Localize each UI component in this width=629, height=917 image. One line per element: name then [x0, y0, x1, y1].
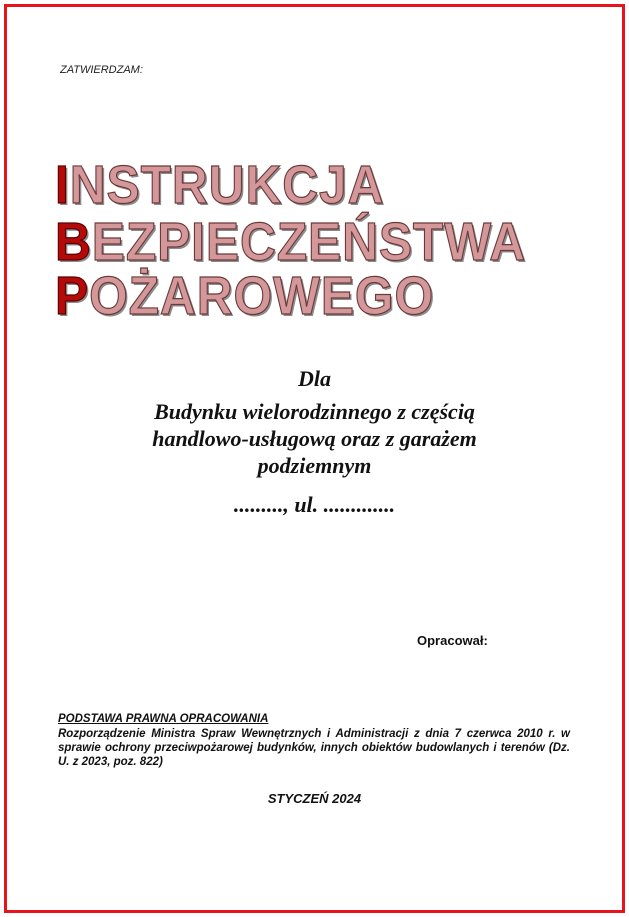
- prepared-by-label: Opracował:: [417, 633, 488, 648]
- title-initial: P: [55, 266, 90, 326]
- subtitle-line-2: handlowo-usługową oraz z garażem: [152, 426, 477, 451]
- title-initial: I: [55, 155, 70, 215]
- title-initial: B: [55, 212, 92, 272]
- title-rest: EZPIECZEŃSTWA: [91, 212, 527, 272]
- title-rest: NSTRUKCJA: [69, 155, 385, 215]
- document-date: STYCZEŃ 2024: [267, 791, 362, 806]
- title-line-1: [55, 155, 385, 215]
- title-line-3: [55, 266, 435, 326]
- title-line-2: [55, 212, 527, 272]
- approval-label: ZATWIERDZAM:: [60, 64, 143, 76]
- subtitle-for: Dla: [298, 366, 331, 391]
- legal-basis-heading: PODSTAWA PRAWNA OPRACOWANIA: [58, 713, 269, 725]
- address: ........., ul. .............: [233, 492, 396, 517]
- title-rest: OŻAROWEGO: [89, 266, 435, 326]
- subtitle-line-3: podziemnym: [257, 453, 372, 478]
- subtitle-line-1: Budynku wielorodzinnego z częścią: [154, 399, 475, 424]
- legal-basis-text: Rozporządzenie Ministra Spraw Wewnętrznych i Administracji z dnia 7 czerwca 2010 r. w sprawie ochrony przeciwpożarowej budynków, innych obiektów budowlanych i terenów (Dz. U. z 2023, poz. 822): [58, 728, 570, 768]
